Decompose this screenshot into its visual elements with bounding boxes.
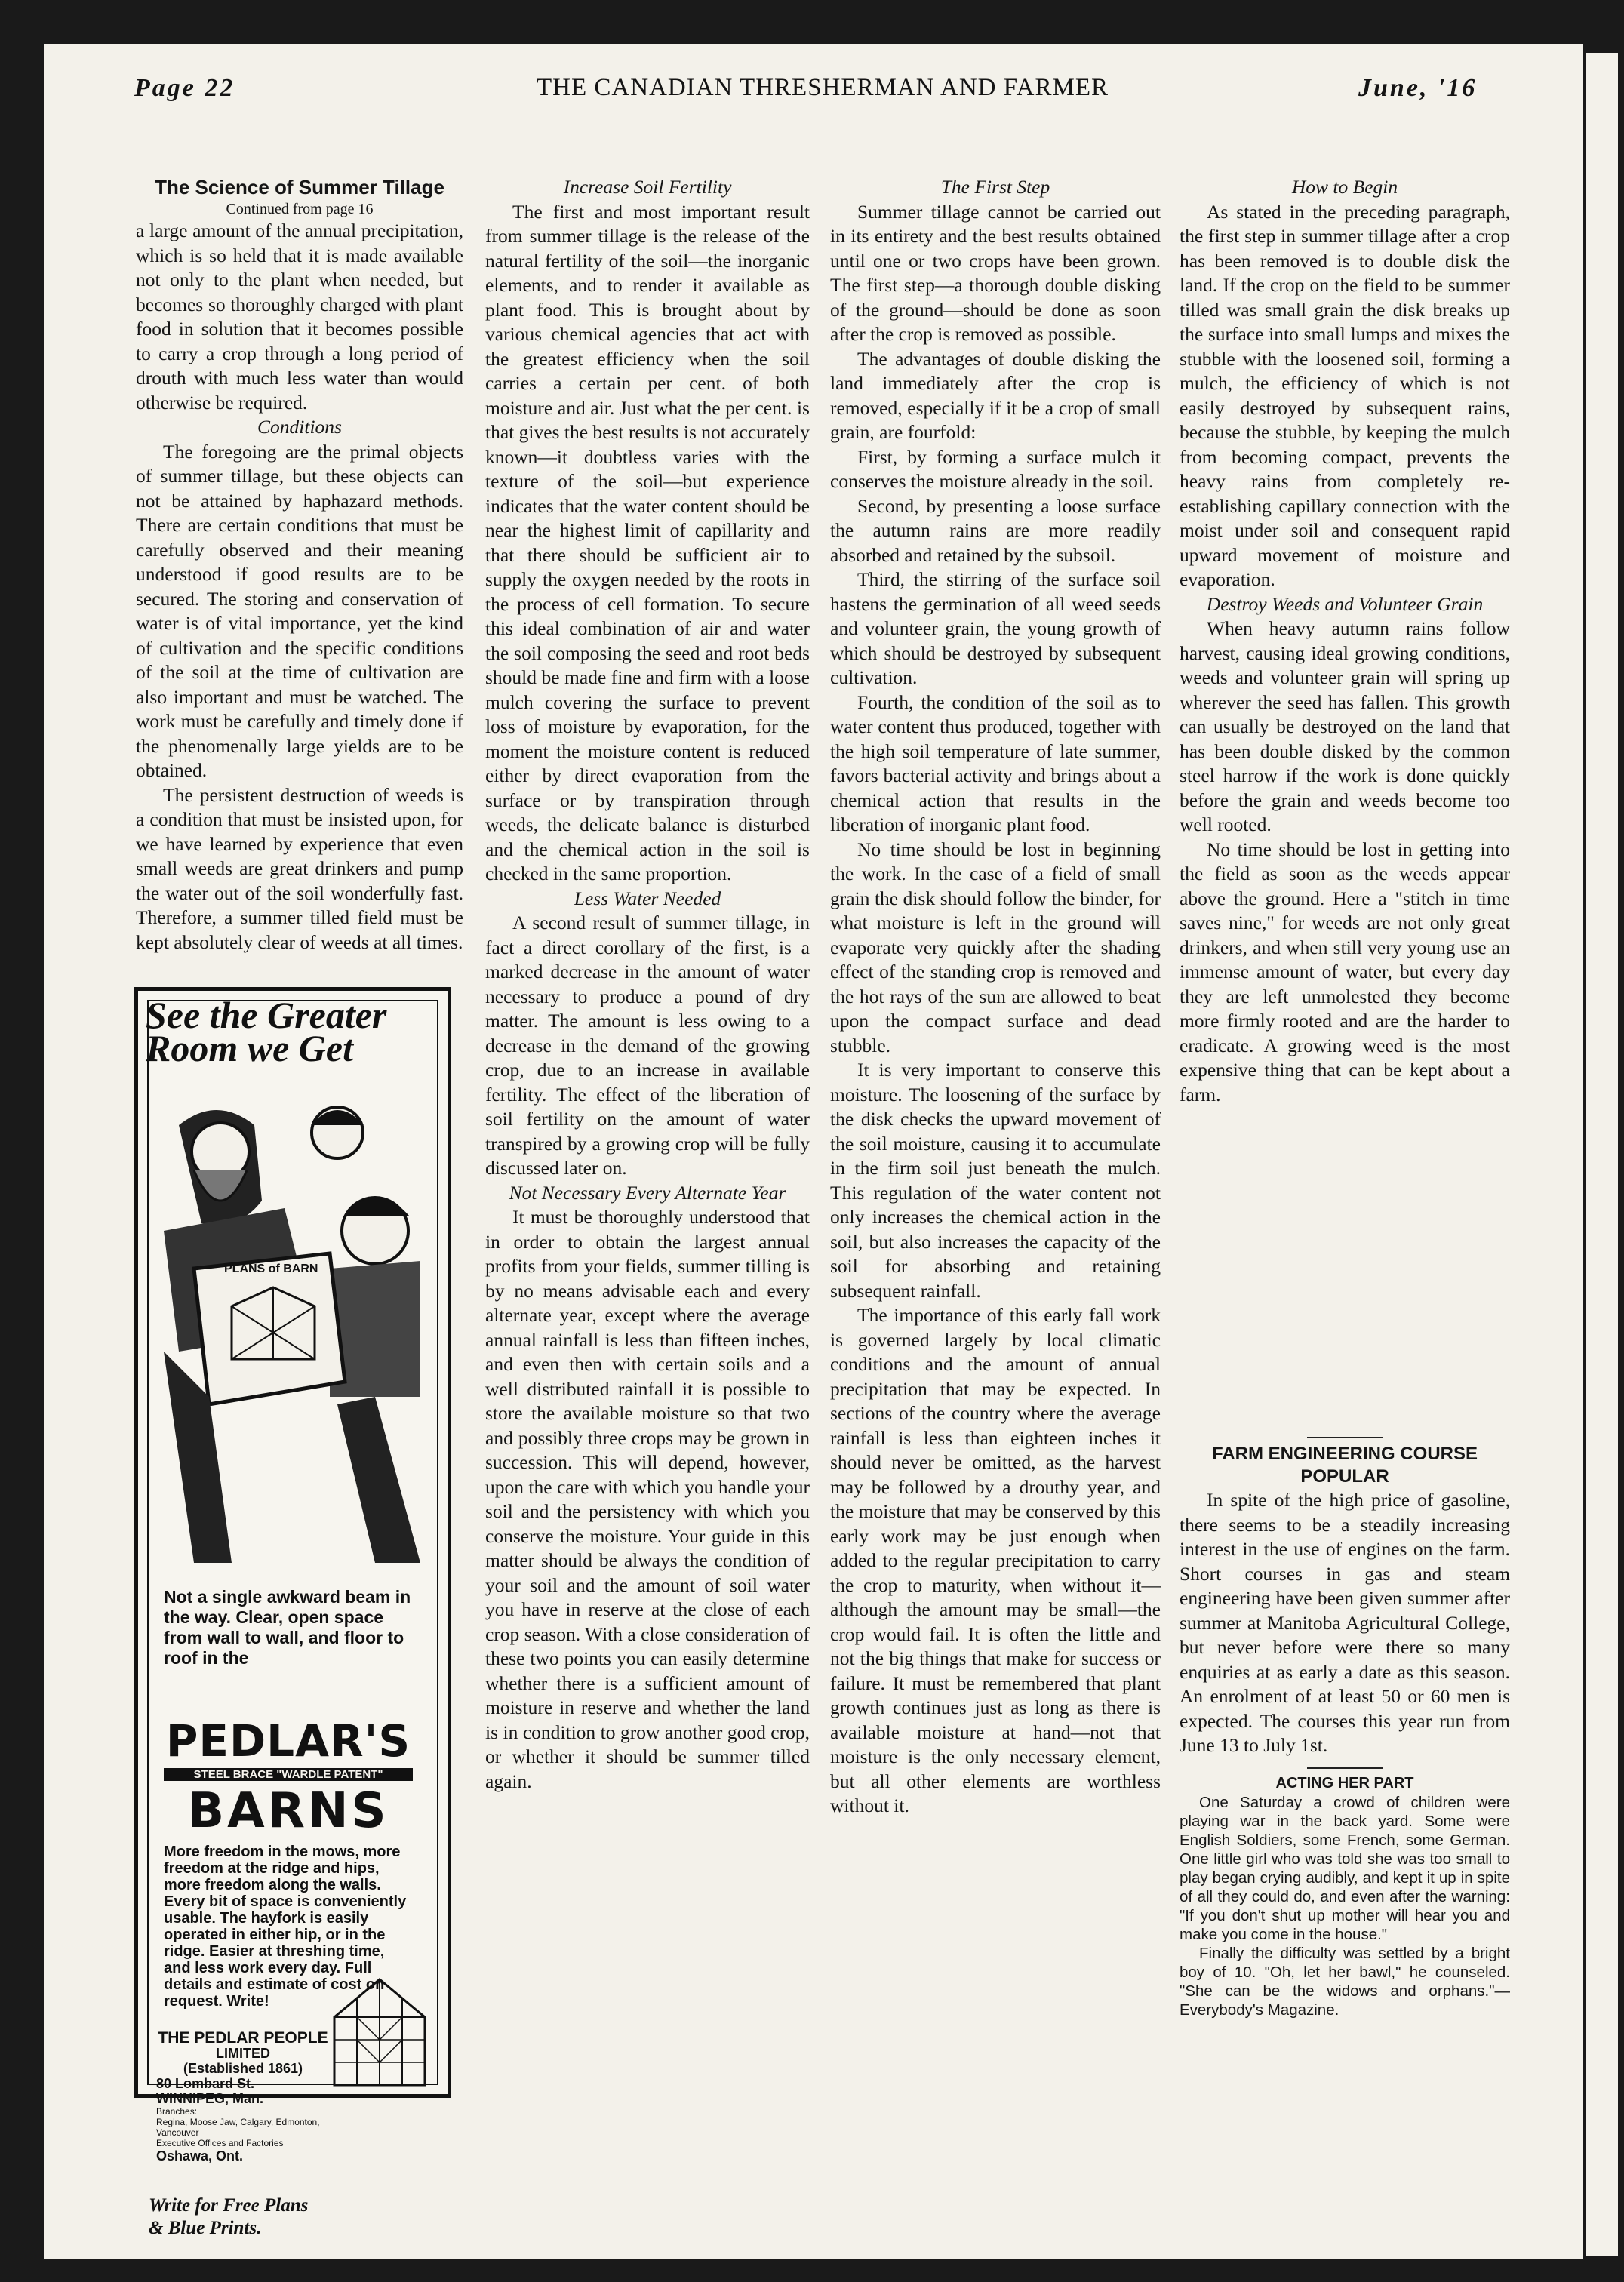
company-info — [156, 2031, 330, 2164]
news-title: FARM ENGINEERING COURSE POPULAR — [1211, 1444, 1478, 1487]
column-2 — [485, 175, 810, 2096]
column-4-flow — [1180, 175, 1510, 1428]
farmer-family-illustration — [149, 1080, 428, 1563]
section-divider — [1307, 1767, 1383, 1769]
article-paragraph: As stated in the preceding paragraph, the first step in summer tillage after a crop has been removed is to double disk the land. If the crop on the field to be summer tilled was small grain the disk breaks up the surface into small lumps and mixes the stubble with the loosened soil, forming a mulch, the efficiency of which is not easily destroyed by subsequent rains, because the stubble, by keeping the mulch from becoming compact, prevents the heavy rains from completely re-establishing capillary connection with the moist under soil and consequent rapid upward movement of moisture and evaporation. — [1180, 200, 1510, 590]
column-1 — [136, 175, 463, 953]
headquarters: Oshawa, Ont. — [156, 2148, 244, 2164]
article-paragraph: a large amount of the annual precipitation, which is so held that it is made available not only to the plant when needed, but becomes so thoroughly charged with plant food in solution that it becomes possible to carry a crop through a long period of drouth with much less water than would otherwise be required. — [136, 220, 463, 414]
issue-date: June, '16 — [1358, 74, 1478, 102]
article-paragraph: Third, the stirring of the surface soil hastens the germination of all weed seeds and volunteer grain, the young growth of which should be destroyed by subsequent cultivation. — [830, 568, 1161, 688]
subheading: Increase Soil Fertility — [563, 176, 732, 198]
branches-list: Regina, Moose Jaw, Calgary, Edmonton, Vancouver — [156, 2117, 320, 2138]
company-address: 80 Lombard St. WINNIPEG, Man. — [156, 2076, 264, 2106]
pedlars-logo: PEDLAR'S — [165, 1715, 411, 1767]
barn-interior-illustration — [327, 1972, 432, 2085]
article-paragraph: First, by forming a surface mulch it conserves the moisture already in the soil. — [830, 445, 1161, 492]
plans-label: PLANS of BARN — [224, 1262, 318, 1275]
subheading: Not Necessary Every Alternate Year — [509, 1181, 786, 1204]
article-paragraph: Fourth, the condition of the soil as to water content thus produced, together with the high soil temperature of late summer, favors bacterial activity and brings about a chemical action that results in the liberation of inorganic plant food. — [830, 690, 1161, 835]
article-paragraph: Second, by presenting a loose surface the autumn rains are more readily absorbed and retained by the subsoil. — [830, 494, 1161, 566]
article-paragraph: It is very important to conserve this moisture. The loosening of the surface by the disk checks the upward movement of the soil moisture, causing it to accumulate in the firm soil just beneath the mulch. This regulation of the water content not only increases the chemical action in the soil, but also increases the capacity of the soil for absorbing and retaining subsequent rainfall. — [830, 1059, 1161, 1302]
pedlar-barns-advertisement — [134, 987, 451, 2238]
continued-note: Continued from page 16 — [226, 201, 374, 217]
article-paragraph: A second result of summer tillage, in fact a direct corollary of the first, is a marked decrease in the amount of water necessary to produce a pound of dry matter. The amount is less owing to a decrease in the demand of the growing crop, due to an increase in available fertility. The effect of the liberation of soil fertility on the amount of water transpired by a growing crop will be fully discussed later on. — [485, 912, 810, 1179]
section-divider — [1307, 1437, 1383, 1438]
article-paragraph: The foregoing are the primal objects of summer tillage, but these objects can not be attained by haphazard methods. There are certain conditions that must be carefully observed and their meaning understood if good results are to be secured. The storing and conservation of water is of vital importance, yet the kind of cultivation and the specific conditions of the soil at the time of cultivation are also important and must be watched. The work must be carefully and timely done if the phenomenally large yields are to be obtained. — [136, 440, 463, 781]
write-for-plans: Write for Free Plans & Blue Prints. — [149, 2195, 309, 2238]
company-limited: LIMITED — [216, 2046, 270, 2061]
subheading: Less Water Needed — [574, 887, 721, 909]
steel-brace-tagline: STEEL BRACE "WARDLE PATENT" — [164, 1768, 413, 1781]
company-established: (Established 1861) — [183, 2061, 303, 2076]
subheading: Conditions — [257, 416, 342, 438]
article-paragraph: The first and most important result from summer tillage is the release of the natural fertility of the soil—the inorganic elements, and to render it available as plant food. This is brought about by various chemical agencies that act with the greatest efficiency when the soil carries a certain per cent. of both moisture and air. Just what the per cent. is that gives the best results is not accurately known—it doubtless varies with the texture of the soil—but experience indicates that the water content should be near the highest limit of capillarity and that there should be sufficient air to supply the oxygen needed by the roots in the process of cell formation. To secure this ideal combination of air and water the soil composing the seed and root beds should be made fine and firm with a loose mulch covering the surface to prevent loss of moisture by evaporation, for the moment the moisture content is reduced either by direct evaporation from the surface or by transpiration through weeds, the delicate balance is disturbed and the chemical action in the soil is checked in the same proportion. — [485, 200, 810, 884]
subheading: Destroy Weeds and Volunteer Grain — [1206, 592, 1484, 615]
facing-page-edge — [1586, 53, 1618, 2256]
article-paragraph: The advantages of double disking the land immediately after the crop is removed, especially if it be a crop of small grain, are fourfold: — [830, 347, 1161, 443]
article-paragraph: Summer tillage cannot be carried out in its entirety and the best results obtained until one or two crops have been grown. The first step—a thorough double disking of the ground—should be done as soon after the crop is removed as possible. — [830, 200, 1161, 345]
barns-logo: BARNS — [187, 1783, 389, 1839]
article-paragraph: No time should be lost in getting into the field as soon as the weeds appear above the ground. Here a "stitch in time saves nine," for weeds are not only great drinkers, and when still very young use an immense amount of water, but every day they are left unmolested they become more firmly rooted and are the harder to eradicate. A growing weed is the most expensive thing that can be kept about a farm. — [1180, 838, 1510, 1106]
filler-paragraph: Finally the difficulty was settled by a bright boy of 10. "Oh, let her bawl," he counseled. "She can be the widows and orphans."—Everybody's Magazine. — [1180, 1944, 1510, 2019]
article-title: The Science of Summer Tillage — [155, 176, 444, 198]
ad-intro-text: Not a single awkward beam in the way. Clear, open space from wall to wall, and floor to roof in the — [164, 1587, 411, 1668]
ad-headline: See the Greater Room we Get — [146, 994, 387, 1069]
column-2-flow — [485, 175, 810, 2096]
filler-paragraph: One Saturday a crowd of children were playing war in the back yard. Some were English Soldiers, some French, some German. One little girl who was told she was too small to play began crying audibly, and kept it up in spite of all they could do, and even after the warning: "If you don't shut up mother will hear you and make you come in the house." — [1180, 1793, 1510, 1943]
subheading: The First Step — [940, 176, 1050, 198]
article-paragraph: The importance of this early fall work is governed largely by local climatic conditions and the amount of annual precipitation that may be expected. In sections of the country where the average rainfall is less than eighteen inches it should never be omitted, as the harvest may be followed by a drouthy year, and the moisture that may be conserved by this early work may be just enough when added to the regular precipitation to carry the crop to maturity, when without it—although the amount may be small—the crop would fail. It is often the little and not the big things that make for success or failure. It must be remembered that plant growth continues just as long as there is available moisture at hand—not that moisture is the only necessary element, but all other elements are worthless without it. — [830, 1304, 1161, 1816]
article-paragraph: It must be thoroughly understood that in order to obtain the largest annual profits from your fields, summer tilling is by no means advisable each and every alternate year, except where the average annual rainfall is less than fifteen inches, and even then with certain soils and a well distributed rainfall it is possible to store the available moisture so that two and possibly three crops may be grown in succession. This will depend, however, upon the care with which you handle your soil and the persistency with which you conserve the moisture. Your guide in this matter should be always the condition of your soil and the amount of soil water you have in reserve at the close of each crop season. With a close consideration of these two points you can easily determine whether there is a sufficient amount of moisture in reserve and whether the land is in condition to grow another good crop, or whether it should be summer tilled again. — [485, 1206, 810, 1792]
column-4 — [1180, 175, 1510, 2019]
branches-label: Branches: — [156, 2106, 198, 2117]
executive-offices: Executive Offices and Factories — [156, 2138, 284, 2148]
masthead-title: THE CANADIAN THRESHERMAN AND FARMER — [537, 74, 1109, 101]
page-number: Page 22 — [134, 74, 235, 102]
filler-story — [1180, 1773, 1510, 2019]
article-paragraph: When heavy autumn rains follow harvest, causing ideal growing conditions, weeds and volunteer grain will spring up wherever the seed has fallen. This growth can usually be destroyed on the land that has been double disked by the common steel harrow if the work is done quickly before the grain and weeds become too well rooted. — [1180, 617, 1510, 835]
filler-title: ACTING HER PART — [1275, 1774, 1414, 1791]
column-3 — [830, 175, 1161, 2096]
article-paragraph: The persistent destruction of weeds is a condition that must be insisted upon, for we have learned by experience that even small weeds are great drinkers and pump the water out of the soil wonderfully fast. Therefore, a summer tilled field must be kept absolutely clear of weeds at all times. — [136, 783, 463, 953]
company-name: THE PEDLAR PEOPLE — [158, 2029, 328, 2047]
article-paragraph: No time should be lost in beginning the work. In the case of a field of small grain the disk should follow the binder, for what moisture is left in the ground will evaporate very quickly after the shading effect of the standing crop is removed and the hot rays of the sun are allowed to beat upon the compact surface and dead stubble. — [830, 838, 1161, 1056]
ad-body-text: More freedom in the mows, more freedom at the ridge and hips, more freedom along the walls. Every bit of space is conveniently usable. The hayfork is easily operated in either hip, or in the ridge. Easier at threshing time, and less work every day. Full details and estimate of cost on request. Write! — [164, 1844, 407, 2010]
column-3-flow — [830, 175, 1161, 2096]
subheading: How to Begin — [1291, 176, 1398, 198]
news-body: In spite of the high price of gasoline, there seems to be a steadily increasing interest in the use of engines on the farm. Short courses in gas and steam engineering have been given summer after summer at Manitoba Agricultural College, but never before were there so many enquiries at as early a date as this season. An enrolment of at least 50 or 60 men is expected. The courses this year run from June 13 to July 1st. — [1180, 1489, 1510, 1756]
